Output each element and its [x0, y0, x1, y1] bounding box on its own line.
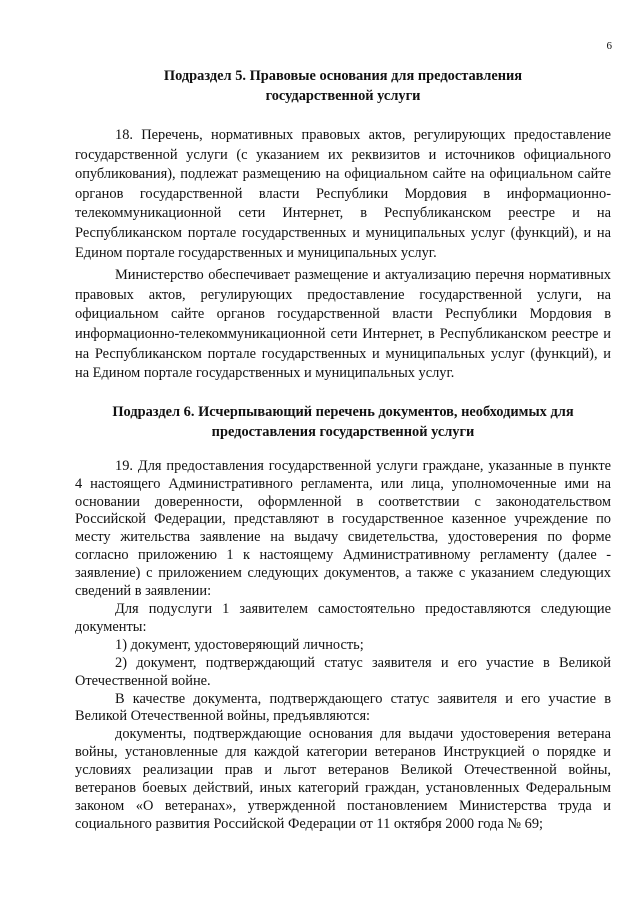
section6-paragraph-status-docs: В качестве документа, подтверждающего статус заявителя и его участие в Великой Отечественной войны, предъявляются: [75, 690, 611, 725]
section6-title-line1: Подраздел 6. Исчерпывающий перечень документов, необходимых для [112, 403, 574, 420]
section6-list-item-1: 1) документ, удостоверяющий личность; [115, 636, 364, 653]
section6-title [75, 402, 611, 442]
section5-title-line1: Подраздел 5. Правовые основания для предоставления [163, 68, 523, 84]
section6-paragraph-19: 19. Для предоставления государственной услуги граждане, указанные в пункте 4 настоящего Административного регламента, или лица, уполномоченные ими на основании доверенности, оформленной в соответствии с законодательством Российской Федерации, представляют в государственное казенное учреждение по месту жительства заявление на выдачу свидетельства, удостоверения по форме согласно приложению 1 к настоящему Административному регламенту (далее - заявление) с приложением следующих документов, а также с указанием следующих сведений в заявлении: [75, 457, 611, 600]
section5-title-line2: государственной услуги [265, 88, 421, 104]
document-content [75, 66, 611, 834]
section6-title-line2: предоставления государственной услуги [211, 423, 475, 440]
section6-paragraph-veteran-docs: документы, подтверждающие основания для выдачи удостоверения ветерана войны, установленные для каждой категории ветеранов Инструкцией о порядке и условиях реализации прав и льгот ветеранов Великой Отечественной войны, ветеранов боевых действий, иных категорий граждан, установленных Федеральным законом «О ветеранах», утвержденной постановлением Министерства труда и социального развития Российской Федерации от 11 октября 2000 года № 69; [75, 726, 611, 832]
page-number: 6 [606, 40, 612, 52]
section6-list-item-2: 2) документ, подтверждающий статус заявителя и его участие в Великой Отечественной войне. [75, 654, 611, 689]
section5-paragraph-18: 18. Перечень, нормативных правовых актов, регулирующих предоставление государственной услуги (с указанием их реквизитов и источников официального опубликования), подлежат размещению на официальном сайте на официальном сайте органов государственной власти Республики Мордовия в информационно-телекоммуникационной сети Интернет, в Республиканском реестре и на Республиканском портале государственных и муниципальных услуг (функций), и на Едином портале государственных и муниципальных услуг. [75, 127, 611, 261]
section6-paragraph-subservice1: Для подуслуги 1 заявителем самостоятельно предоставляются следующие документы: [75, 600, 611, 635]
section5-paragraph-ministry: Министерство обеспечивает размещение и актуализацию перечня нормативных правовых актов, регулирующих предоставление государственной услуги, на официальном сайте органов государственной власти Республики Мордовия в информационно-телекоммуникационной сети Интернет, в Республиканском реестре и на Республиканском портале государственных и муниципальных услуг (функций), и на Едином портале государственных и муниципальных услуг. [75, 267, 611, 382]
section6-body [75, 458, 611, 834]
section5-title [75, 66, 611, 106]
